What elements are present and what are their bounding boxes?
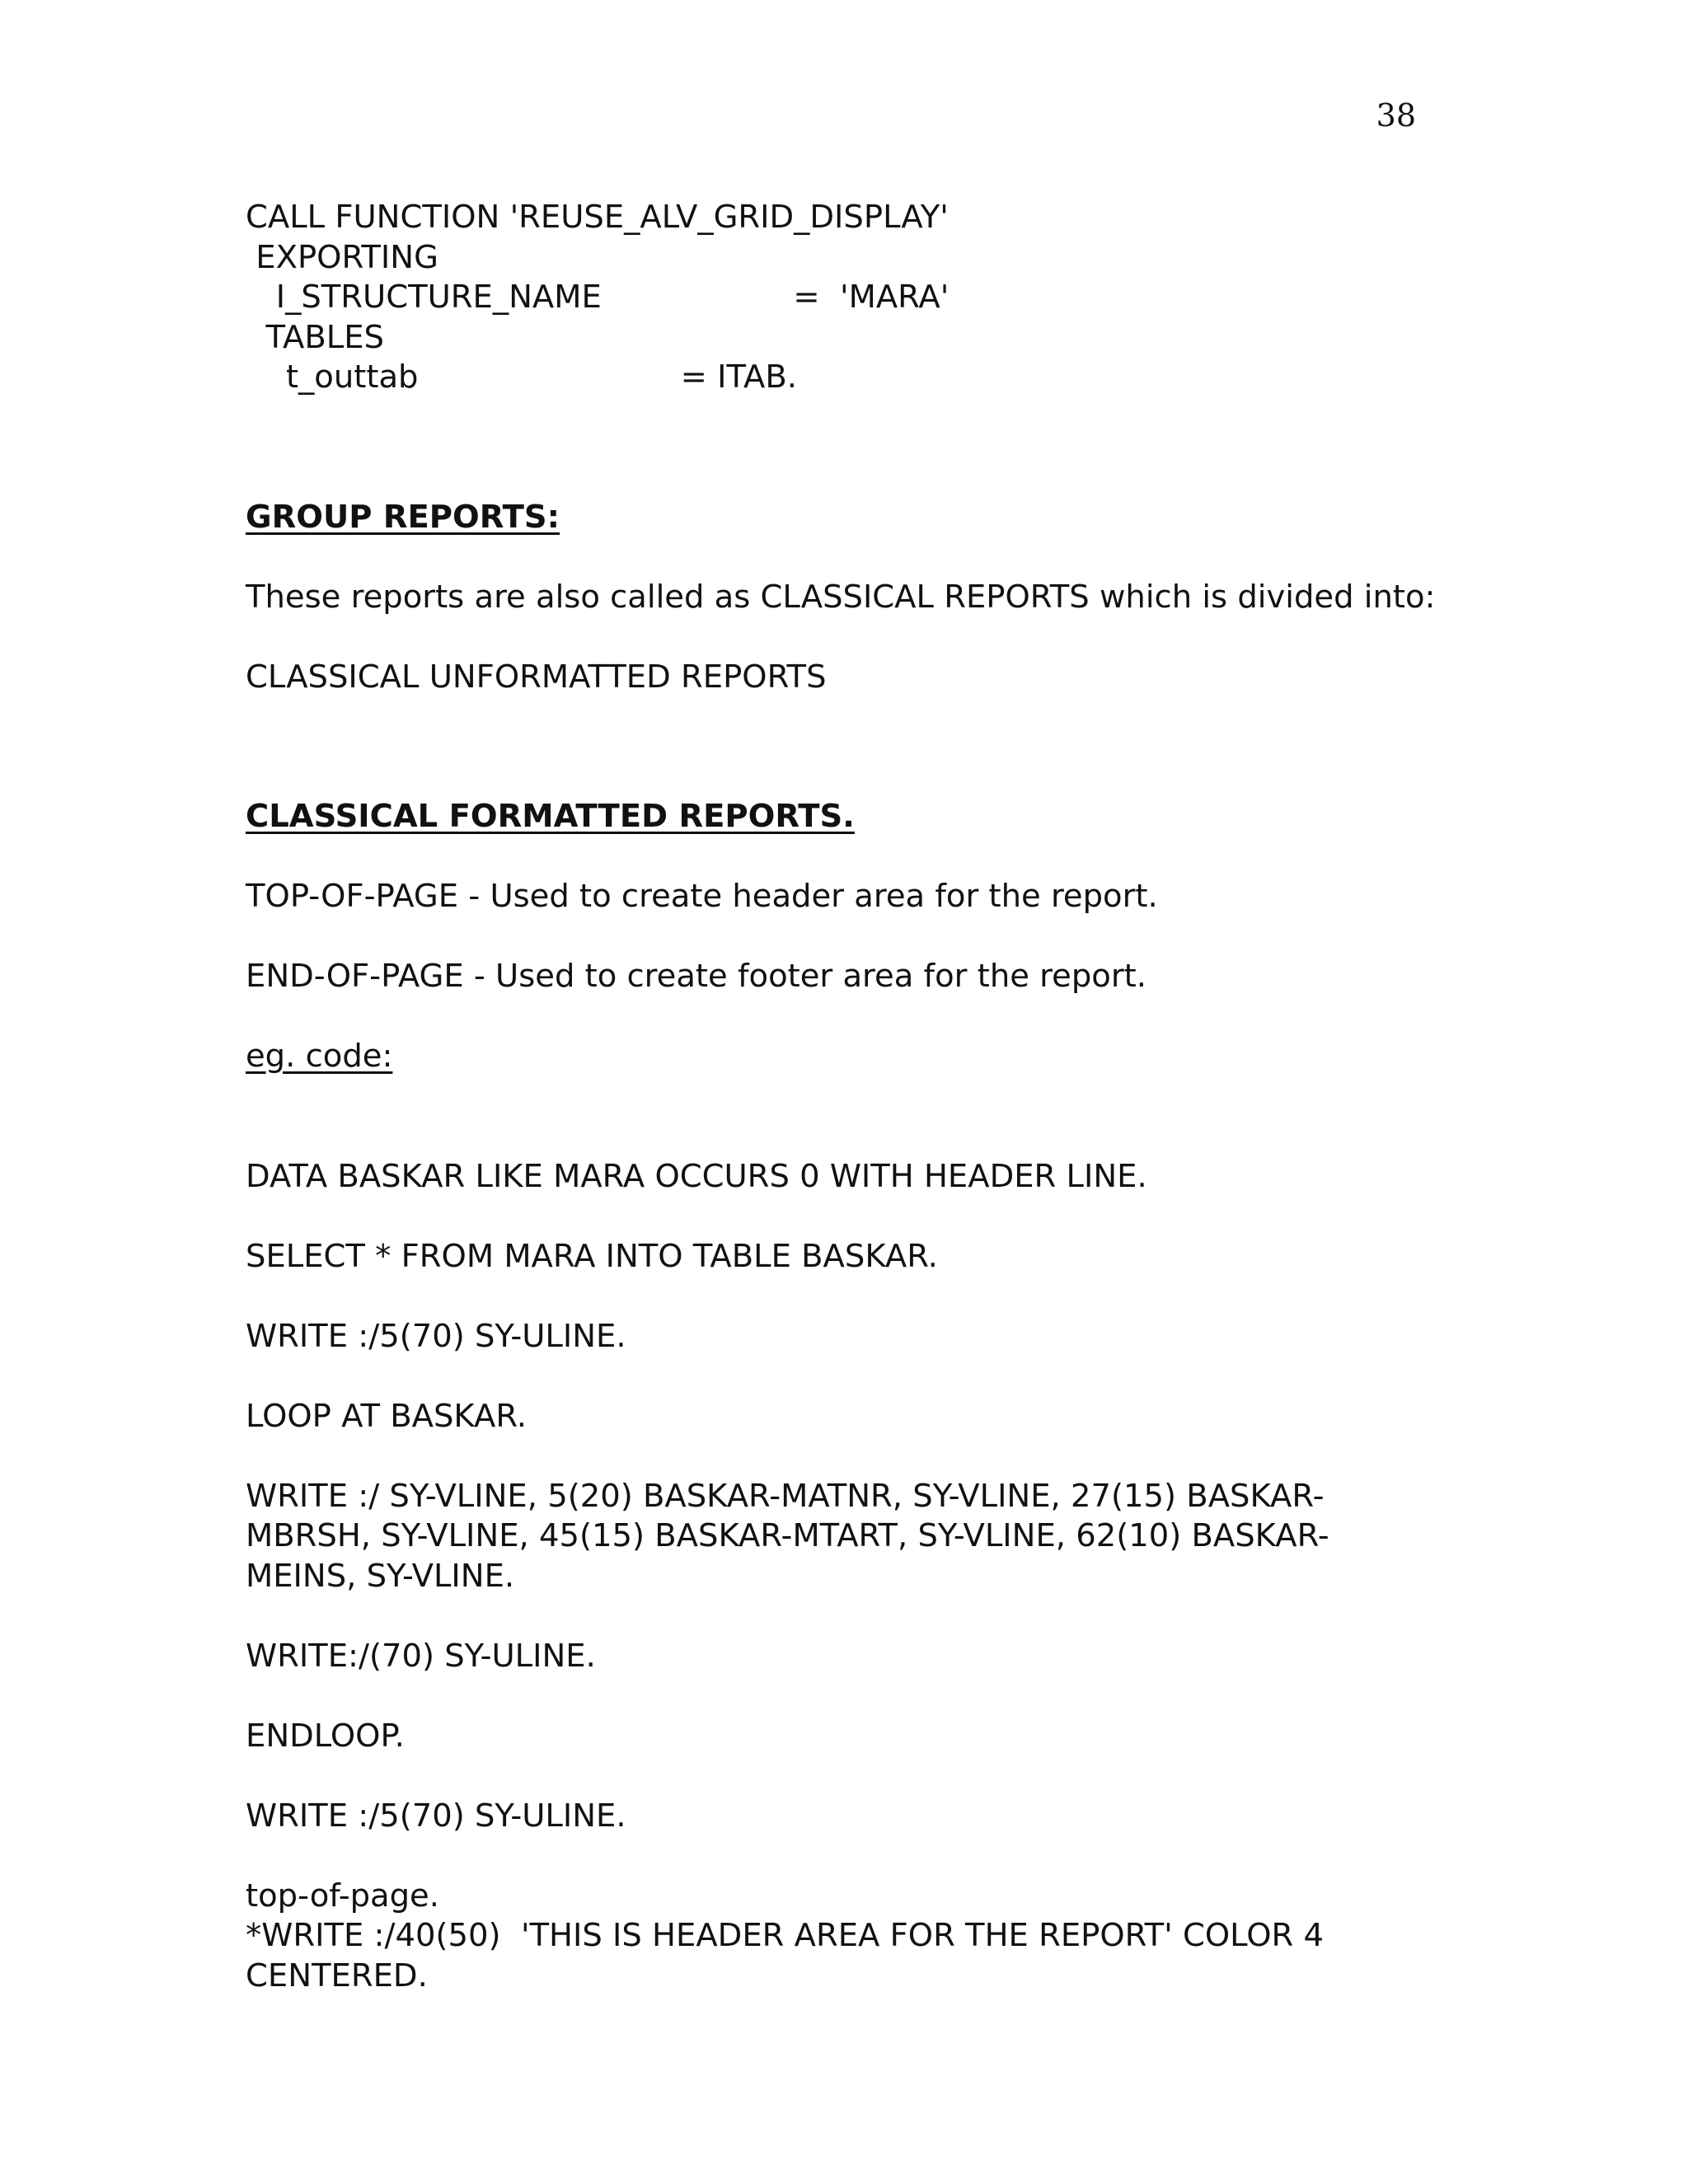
- code-line: TABLES: [246, 318, 384, 356]
- paragraph: These reports are also called as CLASSICAL REPORTS which is divided into:: [246, 578, 1436, 616]
- code-line: WRITE :/5(70) SY-ULINE.: [246, 1797, 626, 1835]
- code-line: t_outtab = ITAB.: [246, 359, 798, 396]
- code-line: WRITE :/ SY-VLINE, 5(20) BASKAR-MATNR, SY-VLINE, 27(15) BASKAR-: [246, 1477, 1325, 1515]
- code-line: WRITE :/5(70) SY-ULINE.: [246, 1317, 626, 1355]
- code-example-block: [246, 1157, 1523, 1997]
- section-heading-formatted-reports: CLASSICAL FORMATTED REPORTS.: [246, 798, 855, 835]
- paragraph: CLASSICAL UNFORMATTED REPORTS: [246, 658, 827, 696]
- code-line: WRITE:/(70) SY-ULINE.: [246, 1637, 596, 1675]
- code-line: *WRITE :/40(50) 'THIS IS HEADER AREA FOR THE REPORT' COLOR 4: [246, 1917, 1325, 1954]
- code-line: LOOP AT BASKAR.: [246, 1397, 527, 1435]
- page-number: 38: [1376, 97, 1416, 134]
- code-line: CALL FUNCTION 'REUSE_ALV_GRID_DISPLAY': [246, 199, 949, 236]
- code-line: EXPORTING: [246, 238, 438, 276]
- code-line: DATA BASKAR LIKE MARA OCCURS 0 WITH HEADER LINE.: [246, 1157, 1147, 1195]
- paragraph: END-OF-PAGE - Used to create footer area for the report.: [246, 958, 1146, 995]
- section-heading-group-reports: GROUP REPORTS:: [246, 498, 560, 536]
- paragraph: TOP-OF-PAGE - Used to create header area for the report.: [246, 878, 1158, 915]
- example-label: eg. code:: [246, 1038, 393, 1075]
- code-line: I_STRUCTURE_NAME = 'MARA': [246, 279, 950, 316]
- code-line: MBRSH, SY-VLINE, 45(15) BASKAR-MTART, SY-VLINE, 62(10) BASKAR-: [246, 1517, 1329, 1554]
- code-line: SELECT * FROM MARA INTO TABLE BASKAR.: [246, 1237, 938, 1275]
- code-line: CENTERED.: [246, 1957, 428, 1994]
- document-body: [246, 198, 1523, 1996]
- code-line: ENDLOOP.: [246, 1717, 405, 1755]
- function-call-block: [246, 198, 1523, 398]
- code-line: top-of-page.: [246, 1877, 439, 1915]
- code-line: MEINS, SY-VLINE.: [246, 1557, 515, 1595]
